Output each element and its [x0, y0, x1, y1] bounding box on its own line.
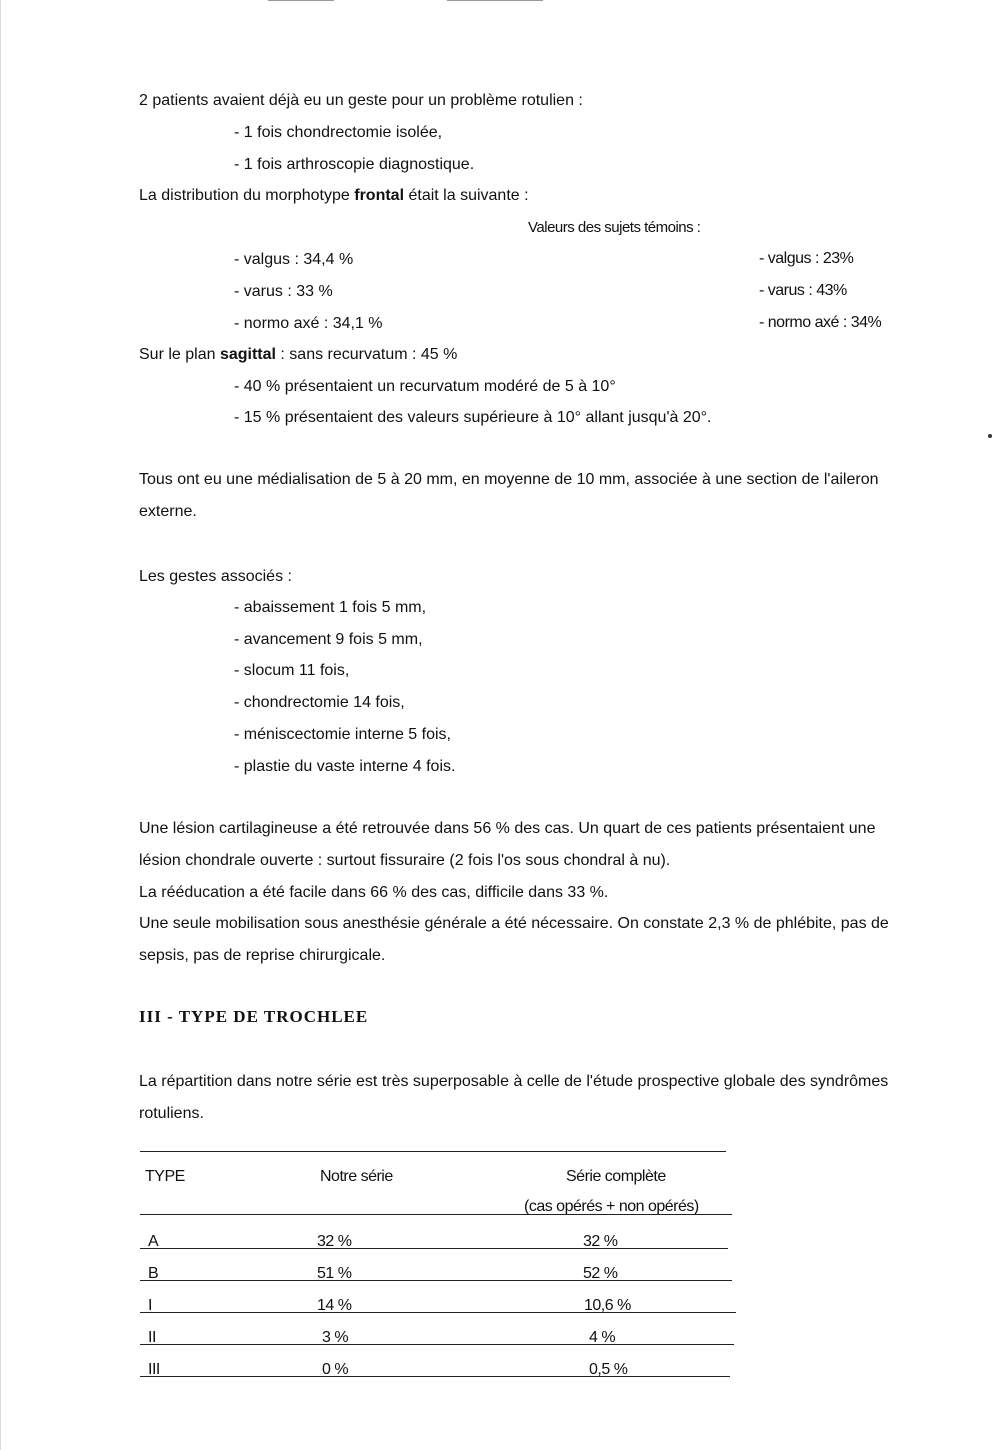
- row-type: B: [148, 1265, 159, 1282]
- row-rule: [140, 1248, 728, 1249]
- sagittal-item-2: - 15 % présentaient des valeurs supérieure à 10° allant jusqu'à 20°.: [234, 409, 712, 426]
- row-type: I: [148, 1297, 152, 1314]
- scan-mark-top-left: [268, 0, 334, 1]
- section-para-line-1: La répartition dans notre série est très superposable à celle de l'étude prospective globale des syndrômes: [139, 1073, 889, 1090]
- header-serie-complete: Série complète: [566, 1168, 666, 1185]
- lesion-line-3: La rééducation a été facile dans 66 % des cas, difficile dans 33 %.: [139, 884, 609, 901]
- header-serie-complete-note: (cas opérés + non opérés): [524, 1198, 699, 1215]
- row-notre-serie: 32 %: [317, 1233, 352, 1250]
- row-rule: [140, 1312, 736, 1313]
- row-serie-complete: 4 %: [589, 1329, 616, 1346]
- header-type: TYPE: [145, 1168, 185, 1185]
- lesion-line-4: Une seule mobilisation sous anesthésie générale a été nécessaire. On constate 2,3 % de phlébite, pas de: [139, 915, 889, 932]
- scan-dot: [988, 434, 992, 438]
- frontal-right-1: - valgus : 23%: [759, 250, 854, 267]
- medialisation-line-1: Tous ont eu une médialisation de 5 à 20 mm, en moyenne de 10 mm, associée à une section de l'aileron: [139, 471, 879, 488]
- row-serie-complete: 0,5 %: [589, 1361, 628, 1378]
- table-header-rule: [140, 1214, 732, 1215]
- section-para-line-2: rotuliens.: [139, 1105, 204, 1122]
- frontal-right-3: - normo axé : 34%: [759, 314, 882, 331]
- gestes-item-6: - plastie du vaste interne 4 fois.: [234, 758, 456, 775]
- gestes-item-5: - méniscectomie interne 5 fois,: [234, 726, 451, 743]
- section-heading: III - TYPE DE TROCHLEE: [139, 1007, 369, 1026]
- frontal-left-3: - normo axé : 34,1 %: [234, 315, 383, 332]
- frontal-line: La distribution du morphotype frontal était la suivante :: [139, 187, 529, 204]
- row-serie-complete: 52 %: [583, 1265, 618, 1282]
- row-notre-serie: 51 %: [317, 1265, 352, 1282]
- header-notre-serie: Notre série: [320, 1168, 393, 1185]
- medialisation-line-2: externe.: [139, 503, 197, 520]
- row-notre-serie: 3 %: [322, 1329, 349, 1346]
- gestes-item-3: - slocum 11 fois,: [234, 662, 350, 679]
- intro-item-2: - 1 fois arthroscopie diagnostique.: [234, 156, 475, 173]
- intro-item-1: - 1 fois chondrectomie isolée,: [234, 124, 443, 141]
- gestes-title: Les gestes associés :: [139, 568, 292, 585]
- row-notre-serie: 0 %: [322, 1361, 349, 1378]
- row-rule: [140, 1376, 730, 1377]
- lesion-line-1: Une lésion cartilagineuse a été retrouvée dans 56 % des cas. Un quart de ces patients présentaient une: [139, 820, 876, 837]
- intro-line: 2 patients avaient déjà eu un geste pour un problème rotulien :: [139, 92, 583, 109]
- scan-mark-left-edge: [0, 0, 1, 1450]
- row-type: III: [148, 1361, 160, 1378]
- row-rule: [140, 1344, 734, 1345]
- row-serie-complete: 32 %: [583, 1233, 618, 1250]
- lesion-line-5: sepsis, pas de reprise chirurgicale.: [139, 947, 386, 964]
- scan-mark-top-right: [447, 0, 543, 1]
- row-type: II: [148, 1329, 156, 1346]
- frontal-left-2: - varus : 33 %: [234, 283, 333, 300]
- frontal-left-1: - valgus : 34,4 %: [234, 251, 354, 268]
- table-top-rule: [140, 1151, 726, 1152]
- temoins-label: Valeurs des sujets témoins :: [528, 219, 701, 236]
- row-serie-complete: 10,6 %: [584, 1297, 631, 1314]
- gestes-item-1: - abaissement 1 fois 5 mm,: [234, 599, 427, 616]
- gestes-item-2: - avancement 9 fois 5 mm,: [234, 631, 423, 648]
- sagittal-line: Sur le plan sagittal : sans recurvatum : 45 %: [139, 346, 458, 363]
- sagittal-item-1: - 40 % présentaient un recurvatum modéré de 5 à 10°: [234, 378, 616, 395]
- row-type: A: [148, 1233, 159, 1250]
- lesion-line-2: lésion chondrale ouverte : surtout fissuraire (2 fois l'os sous chondral à nu).: [139, 852, 671, 869]
- row-notre-serie: 14 %: [317, 1297, 352, 1314]
- frontal-right-2: - varus : 43%: [759, 282, 847, 299]
- gestes-item-4: - chondrectomie 14 fois,: [234, 694, 405, 711]
- row-rule: [140, 1280, 732, 1281]
